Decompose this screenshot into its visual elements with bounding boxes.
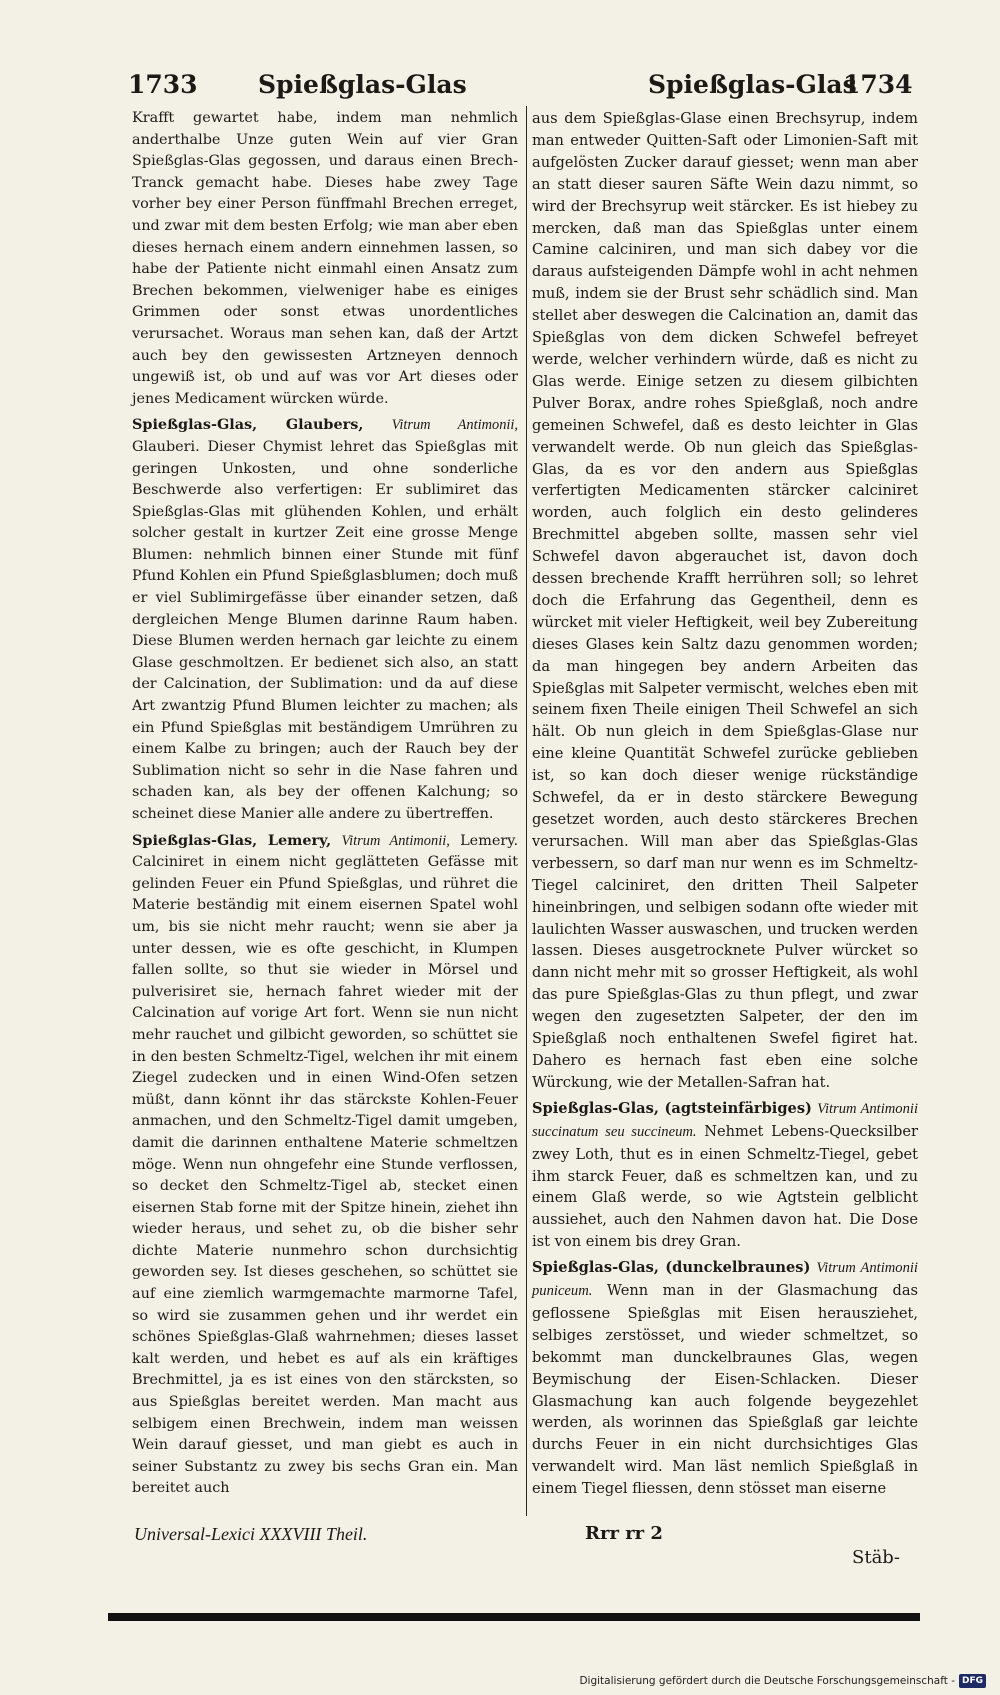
entry-lemery <box>132 830 518 1500</box>
entry-glaubers <box>132 414 518 825</box>
right-page-number: 1734 <box>843 70 913 99</box>
entry-text: Wenn man in der Glasmachung das geflossene Spießglas mit Eisen herausziehet, selbiges zerstösset, und wieder schmeltzet, so bekommt man dunckelbraunes Glas, wegen Beymischung der Eisen-Schlacken. Dieser Glasmachung kan auch folgende beygezehlet werden, als worinnen das Spießglaß gar leichte durchs Feuer in ein nicht durchsichtiges Glas verwandelt wird. Man läst nemlich Spießglaß in einem Tiegel fliessen, denn stösset man eiserne <box>532 1282 919 1498</box>
entry-latin-term: Vitrum Antimonii succinatum seu succineum. <box>532 1100 919 1140</box>
dfg-logo-icon: DFG <box>959 1674 986 1688</box>
left-page-number: 1733 <box>128 70 198 99</box>
right-column <box>532 108 918 1500</box>
signature-line: Universal-Lexici XXXVIII Theil. <box>134 1524 368 1544</box>
entry-latin-term: Vitrum Antimonii puniceum. <box>532 1260 918 1300</box>
entry-text: Nehmet Lebens-Quecksilber zwey Loth, thut es in einen Schmeltz-Tiegel, gebet ihm starck Feuer, daß es schmeltzen kan, und zu einem Glaß werde, so wie Agtstein gelblicht aussiehet, auch den Nahmen davon hat. Die Dose ist von einem bis drey Gran. <box>532 1122 918 1251</box>
entry-text: Lemery. Calciniret in einem nicht geglätteten Gefässe mit gelinden Feuer ein Pfund Spießglas, und rühret die Materie beständig mit einem eisernen Spatel wohl um, bis sie nicht mehr raucht; wenn sie aber ja unter dessen, wie es ofte geschicht, in Klumpen fallen sollte, so thut sie wieder in Mörsel und pulverisiret sie, hernach fahret wieder mit der Calcination auf vorige Art fort. Wenn sie nun nicht mehr rauchet und gilbicht geworden, so schüttet sie in den besten Schmeltz-Tigel, welchen ihr mit einem Ziegel zudecken und in einen Wind-Ofen setzen müßt, dann könnt ihr das stärckste Kohlen-Feuer anmachen, und den Schmeltz-Tigel damit umgeben, damit die darinnen enthaltene Materie schmeltzen möge. Wenn nun ohngefehr eine Stunde verflossen, so decket den Schmeltz-Tigel ab, stecket einen eisernen Stab forne mit der Spitze hinein, ziehet ihn wieder heraus, und sehet zu, ob die bisher sehr dichte Materie nunmehro schon durchsichtig geworden sey. Ist dieses geschehen, so schüttet sie auf eine ziemlich warmgemachte marmorne Tafel, so wird sie zusammen gehen und ihr werdet ein schönes Spießglas-Glaß wahrnehmen; dieses lasset kalt werden, und hebet es auf als ein kräftiges Brechmittel, ja es ist eines von den stärcksten, so aus Spießglas bereitet werden. Man macht aus selbigem einen Brechwein, indem man weissen Wein darauf giesset, und man giebt es auch in seiner Substantz zu zwey bis sechs Gran ein. Man bereitet auch <box>132 832 519 1497</box>
entry-headword: Spießglas-Glas, Glaubers, <box>132 416 364 434</box>
digitization-credit <box>579 1674 986 1688</box>
entry-dunckelbraunes <box>532 1257 918 1500</box>
entry-headword: Spießglas-Glas, (agtsteinfärbiges) <box>532 1099 812 1117</box>
column-divider <box>526 106 527 1516</box>
left-running-title: Spießglas-Glas <box>258 70 467 99</box>
entry-headword: Spießglas-Glas, (dunckelbraunes) <box>532 1259 811 1277</box>
scan-edge-bar <box>108 1613 920 1621</box>
signature-mark: Rrr rr 2 <box>585 1523 663 1544</box>
entry-agtsteinfaerbiges <box>532 1098 918 1253</box>
catchword: Stäb- <box>852 1547 900 1568</box>
entry-latin-term: Vitrum Antimonii, <box>341 832 450 849</box>
left-paragraph-continuation: Krafft gewartet habe, indem man nehmlich anderthalbe Unze guten Wein auf vier Gran Spießglas-Glas gegossen, und daraus einen Brech-Tranck gemacht habe. Dieses habe zwey Tage vorher bey einer Person fünffmahl Brechen erreget, und zwar mit dem besten Erfolg; wie man aber eben dieses hernach einem andern einnehmen lassen, so habe der Patiente nicht einmahl einen Ansatz zum Brechen bekommen, vielweniger habe es einiges Grimmen oder sonst etwas unordentliches verursachet. Woraus man sehen kan, daß der Artzt auch bey den gewissesten Artzneyen dennoch ungewiß ist, ob und auf was vor Art dieses oder jenes Medicament würcken würde. <box>132 110 518 407</box>
right-paragraph-continuation: aus dem Spießglas-Glase einen Brechsyrup, indem man entweder Quitten-Saft oder Limonien-Saft mit aufgelösten Zucker darauf giesset; wenn man aber an statt dieser sauren Säfte Wein dazu nimmt, so wird der Brechsyrup weit stärcker. Es ist hiebey zu mercken, daß man das Spießglas unter einem Camine calciniren, und man sich dabey vor die daraus aufsteigenden Dämpfe wohl in acht nehmen muß, indem sie der Brust sehr schädlich sind. Man stellet aber deswegen die Calcination an, damit das Spießglas von dem dicken Schwefel befreyet werde, welcher verhindern würde, daß es nicht zu Glas werde. Einige setzen zu diesem gilbichten Pulver Borax, andre rohes Spießglaß, noch andre gemeinen Schwefel, daß es desto leichter in Glas verwandelt werde. Ob nun gleich das Spießglas-Glas, da es vor den andern aus Spießglas verfertigten Medicamenten stärcker calciniret worden, auch folglich ein desto gelinderes Brechmittel abgeben sollte, massen sehr viel Schwefel davon abgerauchet ist, davon doch dessen brechende Krafft herrühren soll; so lehret doch die Erfahrung das Gegentheil, denn es würcket mit vieler Heftigkeit, weil bey Zubereitung dieses Glases kein Saltz dazu genommen worden; da man hingegen bey andern Arbeiten das Spießglas mit Salpeter vermischt, welches eben mit seinem fixen Theile einigen Theil Schwefel an sich hält. Ob nun gleich in dem Spießglas-Glase nur eine kleine Quantität Schwefel zurücke geblieben ist, so kan doch dieser wenige rückständige Schwefel, da er in desto stärckere Bewegung gesetzet worden, auch desto stärckeres Brechen verursachen. Will man aber das Spießglas-Glas verbessern, so darf man nur wenn es im Schmeltz-Tiegel calciniret, den dritten Theil Salpeter hineinbringen, und selbigen sodann ofte wieder mit laulichten Wasser auswaschen, und trucken werden lassen. Dieses ausgetrocknete Pulver würcket so dann nicht mehr mit so grosser Heftigkeit, als wohl das pure Spießglas-Glas zu thun pflegt, und zwar wegen den zugesetzten Salpeter, der den im Spießglaß noch enthaltenen Swefel figiret hat. Dahero es hernach fast eben eine solche Würckung, wie der Metallen-Safran hat. <box>532 110 918 1091</box>
entry-text: Glauberi. Dieser Chymist lehret das Spießglas mit geringen Unkosten, und ohne sonderliche Beschwerde also verfertigen: Er sublimiret das Spießglas-Glas mit glühenden Kohlen, und erhält solcher gestalt in kurtzer Zeit eine grosse Menge Blumen: nehmlich binnen einer Stunde mit fünf Pfund Kohlen ein Pfund Spießglasblumen; doch muß er viel Sublimirgefässe über einander setzen, daß dergleichen Menge Blumen darinne Raum haben. Diese Blumen werden hernach gar leichte zu einem Glase geschmoltzen. Er bedienet sich also, an statt der Calcination, der Sublimation: und da auf diese Art zwantzig Pfund Blumen leichter zu machen; als ein Pfund Spießglas mit beständigem Umrühren zu einem Kalbe zu bringen; auch der Rauch bey der Sublimation nicht so sehr in die Nase fahren und schaden kan, als bey der offenen Kalchung; so scheinet diese Manier alle andere zu übertreffen. <box>132 438 518 822</box>
entry-latin-term: Vitrum Antimonii, <box>391 417 518 434</box>
right-running-title: Spießglas-Glas <box>648 70 857 99</box>
entry-headword: Spießglas-Glas, Lemery, <box>132 831 332 849</box>
left-column <box>132 108 518 1500</box>
credit-text: Digitalisierung gefördert durch die Deutsche Forschungsgemeinschaft - <box>579 1675 955 1687</box>
